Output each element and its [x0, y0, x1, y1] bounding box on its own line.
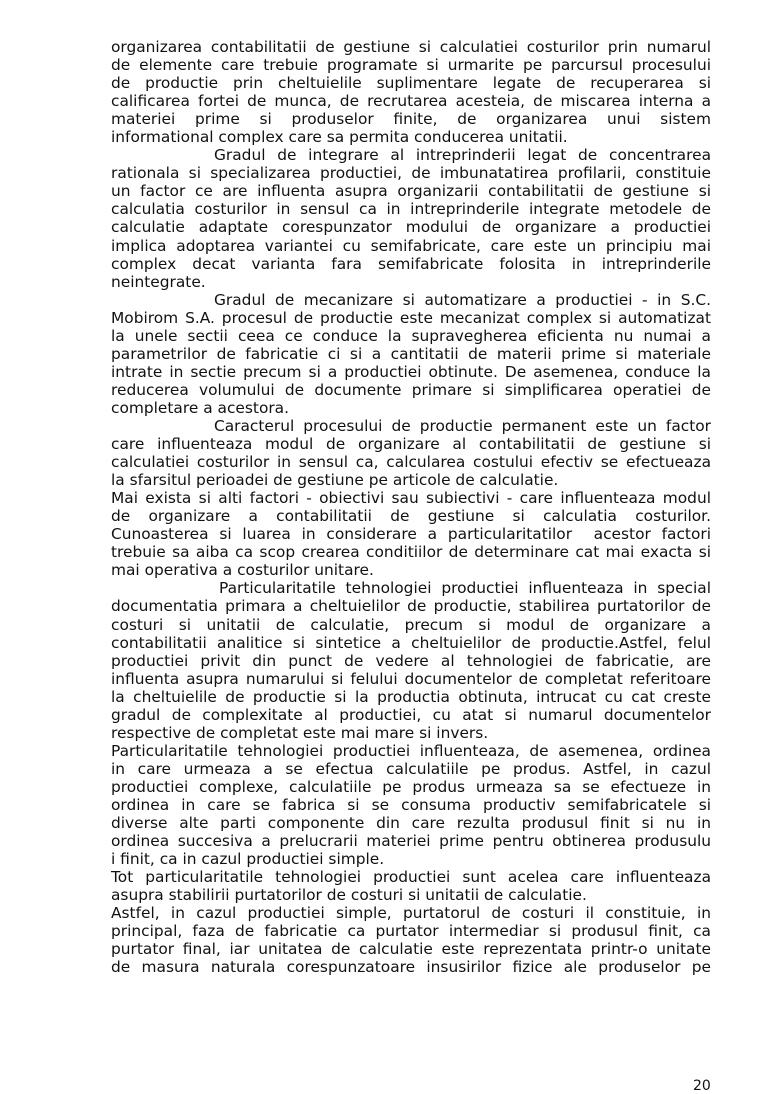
text-line: Mai exista si alti factori - obiectivi sau subiectivi - care influenteaza modul — [111, 489, 711, 508]
text-line: documentatia primara a cheltuielilor de productie, stabilirea purtatorilor de — [111, 597, 711, 616]
text-line: i finit, ca in cazul productiei simple. — [111, 850, 385, 869]
text-line: asupra stabilirii purtatorilor de costuri si unitatii de calculatie. — [111, 886, 587, 905]
text-line: organizarea contabilitatii de gestiune si calculatiei costurilor prin numarul — [111, 38, 711, 56]
text-line: calculatia costurilor in sensul ca in intreprinderile integrate metodele de — [111, 200, 711, 219]
text-line: respective de completat este mai mare si invers. — [111, 723, 489, 742]
text-line: care influenteaza modul de organizare al contabilitatii de gestiune si — [111, 435, 711, 454]
text-line: de elemente care trebuie programate si urmarite pe parcursul procesului — [111, 56, 711, 75]
text-line: Particularitatile tehnologiei productiei influenteaza, de asemenea, ordinea — [111, 741, 711, 760]
text-line: Tot particularitatile tehnologiei productiei sunt acelea care influenteaza — [111, 868, 711, 887]
text-line: de masura naturala corespunzatoare insusirilor fizice ale produselor pe — [111, 958, 711, 977]
text-line: Caracterul procesului de productie permanent este un factor — [214, 416, 711, 435]
text-line: calificarea fortei de munca, de recrutarea acesteia, de miscarea interna a — [111, 92, 711, 111]
text-line: Particularitatile tehnologiei productiei influenteaza in special — [219, 579, 711, 598]
text-line: principal, faza de fabricatie ca purtator intermediar si produsul finit, ca — [111, 922, 711, 941]
text-line: calculatiei costurilor in sensul ca, calcularea costului efectiv se efectueaza — [111, 453, 711, 472]
text-line: mai operativa a costurilor unitare. — [111, 561, 374, 580]
text-line: la cheltuielile de productie si la productia obtinuta, intrucat cu cat creste — [111, 687, 711, 706]
text-line: ordinea succesiva a prelucrarii materiei prime pentru obtinerea produsulu — [111, 832, 711, 851]
text-line: contabilitatii analitice si sintetice a cheltuielilor de productie.Astfel, felul — [111, 633, 711, 652]
text-line: de organizare a contabilitatii de gestiune si calculatia costurilor. — [111, 507, 711, 526]
text-line: informational complex care sa permita conducerea unitatii. — [111, 128, 568, 147]
text-line: gradul de complexitate al productiei, cu atat si numarul documentelor — [111, 705, 711, 724]
text-line: reducerea volumului de documente primare si simplificarea operatiei de — [111, 380, 711, 399]
text-line: purtator final, iar unitatea de calculatie este reprezentata printr-o unitate — [111, 940, 711, 959]
text-line: de productie prin cheltuielile suplimentare legate de recuperarea si — [111, 74, 711, 93]
text-line: Mobirom S.A. procesul de productie este mecanizat complex si automatizat — [111, 308, 711, 327]
text-line: productiei complexe, calculatiile pe produs urmeaza sa se efectueze in — [111, 777, 711, 796]
text-line: influenta asupra numarului si felului documentelor de completat referitoare — [111, 669, 711, 688]
text-line: implica adoptarea variantei cu semifabricate, care este un principiu mai — [111, 236, 711, 255]
text-line: diverse alte parti componente din care rezulta produsul finit si nu in — [111, 814, 711, 833]
text-line: la sfarsitul perioadei de gestiune pe articole de calculatie. — [111, 471, 559, 490]
page-number: 20 — [693, 1078, 711, 1094]
text-line: productiei privit din punct de vedere al tehnologiei de fabricatie, are — [111, 651, 711, 670]
text-line: trebuie sa aiba ca scop crearea conditiilor de determinare cat mai exacta si — [111, 543, 711, 562]
text-line: materiei prime si produselor finite, de organizarea unui sistem — [111, 110, 711, 129]
text-line: calculatie adaptate corespunzator modului de organizare a productiei — [111, 218, 711, 237]
text-line: completare a acestora. — [111, 398, 290, 417]
text-line: costuri si unitatii de calculatie, precum si modul de organizare a — [111, 615, 711, 634]
text-line: complex decat varianta fara semifabricate folosita in intreprinderile — [111, 254, 711, 273]
text-line: in care urmeaza a se efectua calculatiile pe produs. Astfel, in cazul — [111, 759, 711, 778]
text-line: la unele sectii ceea ce conduce la supravegherea eficienta nu numai a — [111, 326, 711, 345]
text-line: intrate in sectie precum si a productiei obtinute. De asemenea, conduce la — [111, 362, 711, 381]
text-line: Gradul de integrare al intreprinderii legat de concentrarea — [214, 146, 711, 165]
text-line: Astfel, in cazul productiei simple, purtatorul de costuri il constituie, in — [111, 904, 711, 923]
document-body — [111, 38, 711, 976]
text-line: Cunoasterea si luarea in considerare a particularitatilor acestor factori — [111, 525, 711, 544]
text-line: parametrilor de fabricatie ci si a cantitatii de materii prime si materiale — [111, 344, 711, 363]
text-line: neintegrate. — [111, 272, 206, 291]
text-line: rationala si specializarea productiei, de imbunatatirea profilarii, constituie — [111, 164, 711, 183]
text-line: un factor ce are influenta asupra organizarii contabilitatii de gestiune si — [111, 182, 711, 201]
text-line: ordinea in care se fabrica si se consuma productiv semifabricatele si — [111, 795, 711, 814]
text-line: Gradul de mecanizare si automatizare a productiei - in S.C. — [214, 290, 711, 309]
